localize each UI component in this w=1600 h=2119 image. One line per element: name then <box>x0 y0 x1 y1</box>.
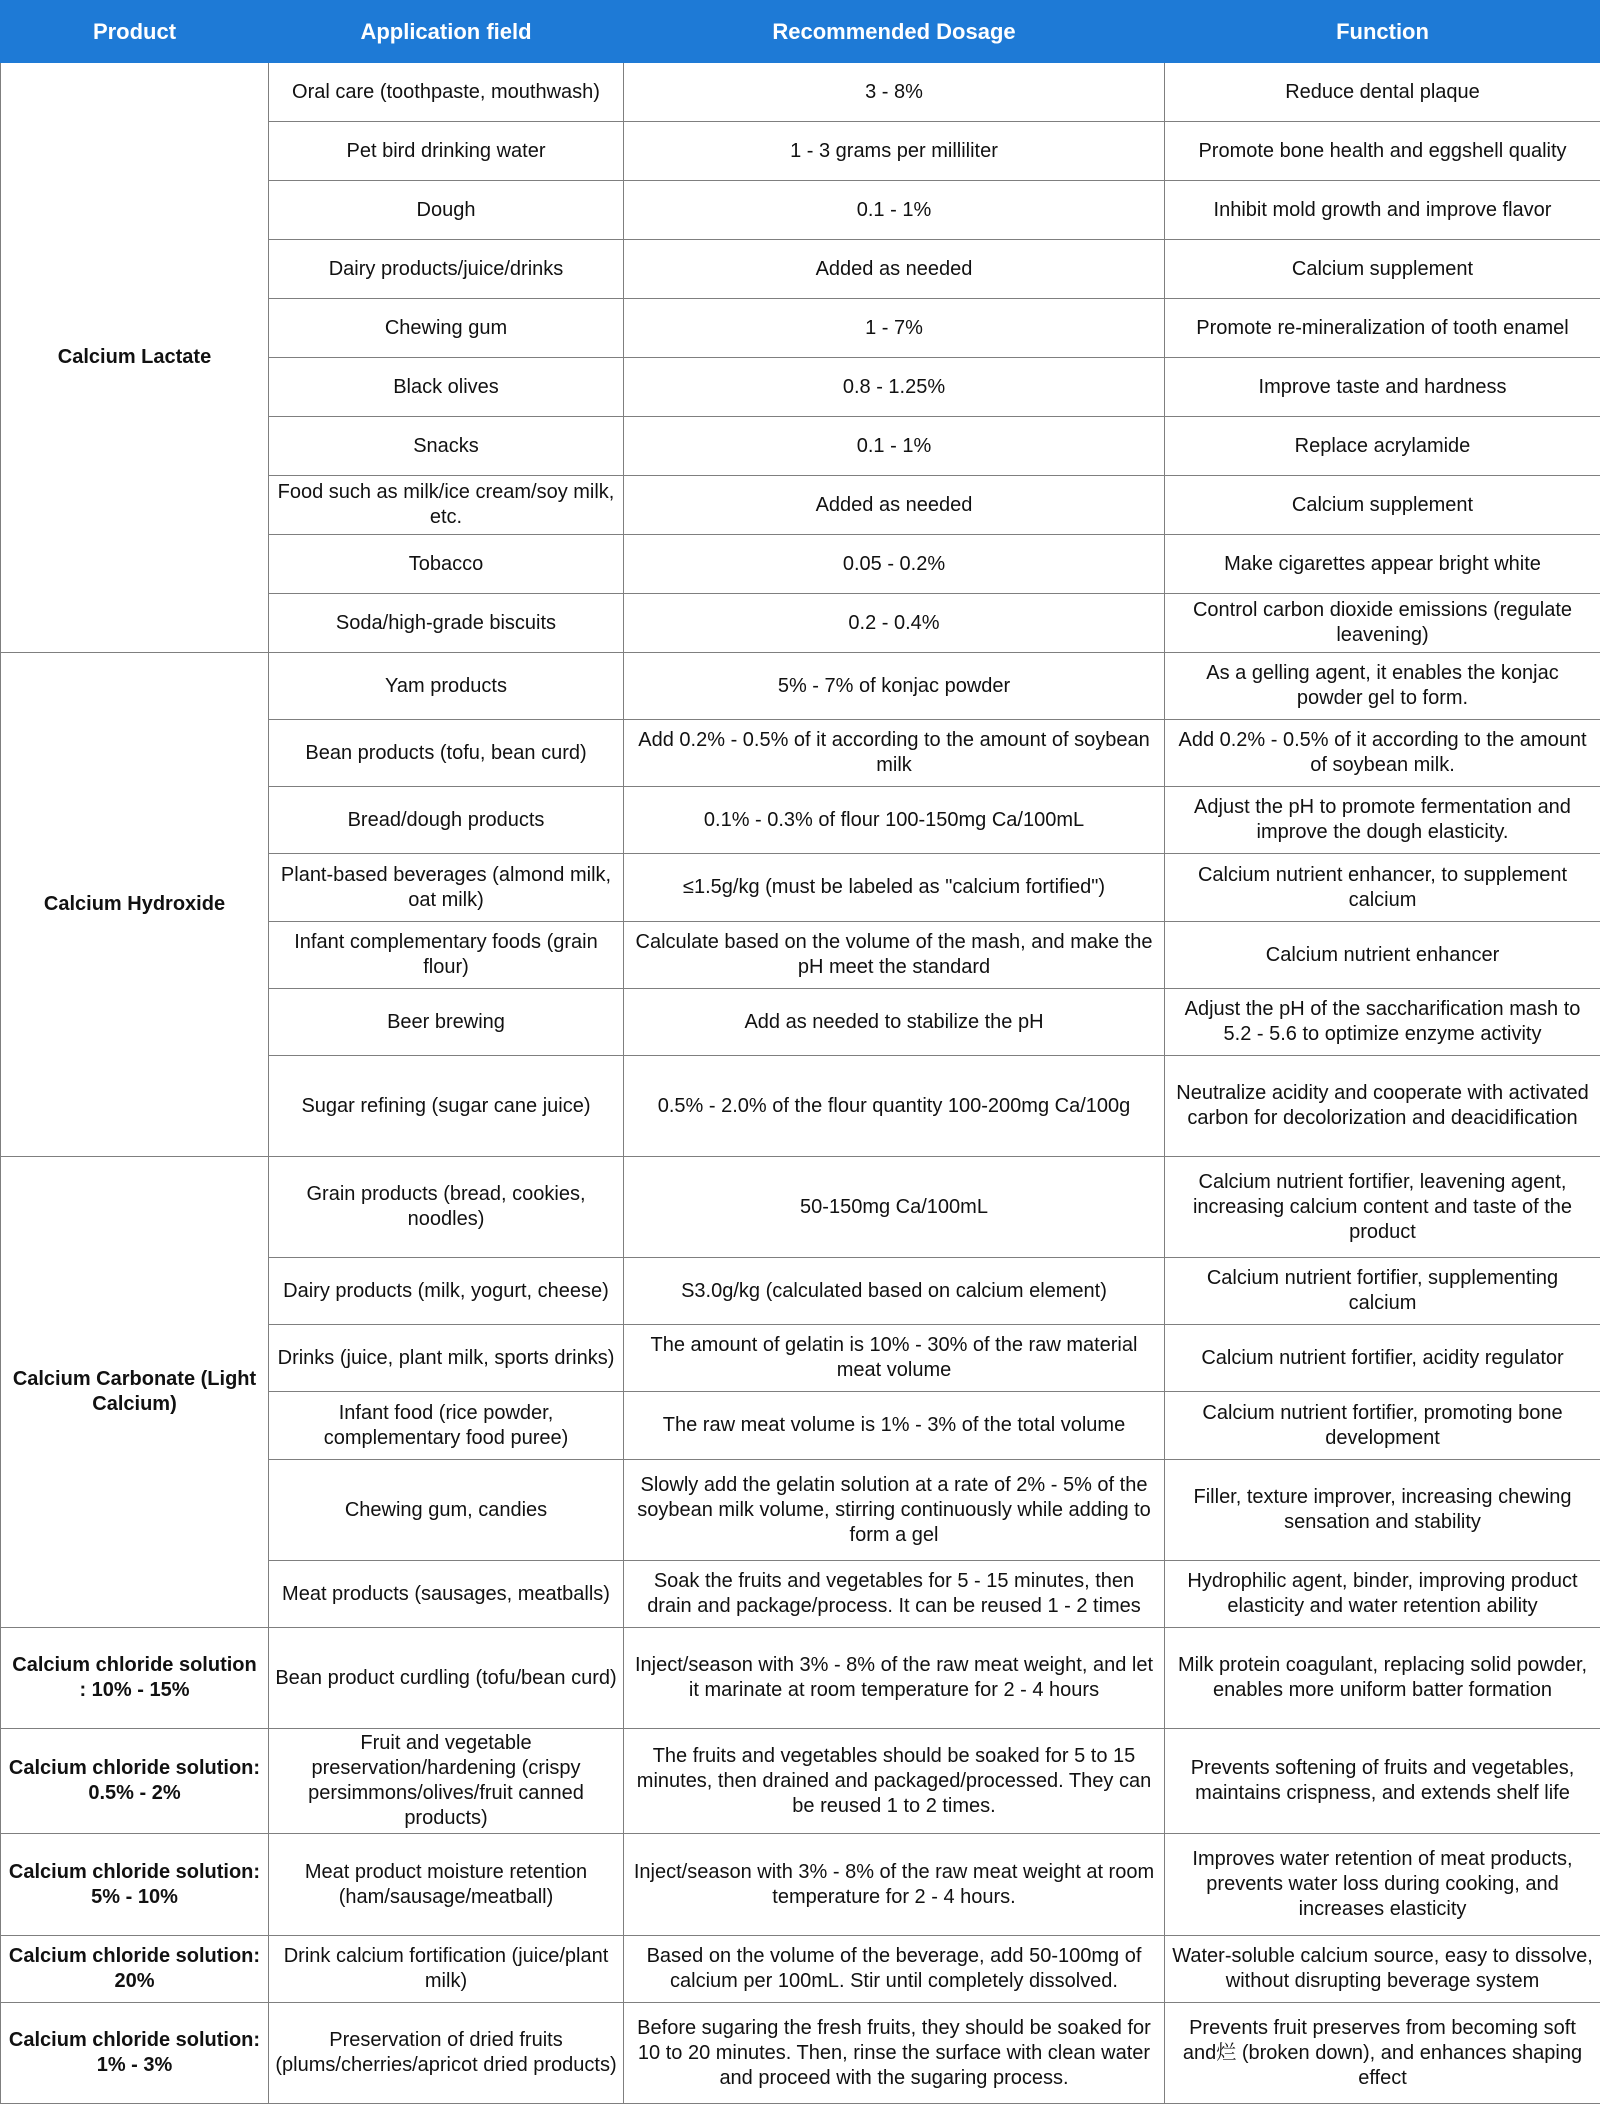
application-field-cell: Soda/high-grade biscuits <box>269 594 624 653</box>
application-field-cell: Chewing gum <box>269 299 624 358</box>
header-application-field: Application field <box>269 1 624 63</box>
function-cell: Milk protein coagulant, replacing solid powder, enables more uniform batter formation <box>1165 1628 1600 1729</box>
application-field-cell: Bean products (tofu, bean curd) <box>269 720 624 787</box>
application-field-cell: Dairy products/juice/drinks <box>269 240 624 299</box>
application-field-cell: Yam products <box>269 653 624 720</box>
application-field-cell: Food such as milk/ice cream/soy milk, etc. <box>269 476 624 535</box>
product-cell: Calcium Lactate <box>1 63 269 653</box>
application-field-cell: Snacks <box>269 417 624 476</box>
application-field-cell: Fruit and vegetable preservation/hardening (crispy persimmons/olives/fruit canned products) <box>269 1729 624 1834</box>
recommended-dosage-cell: The amount of gelatin is 10% - 30% of the raw material meat volume <box>624 1325 1165 1392</box>
header-recommended-dosage: Recommended Dosage <box>624 1 1165 63</box>
recommended-dosage-cell: 0.1 - 1% <box>624 417 1165 476</box>
function-cell: Prevents fruit preserves from becoming soft and烂 (broken down), and enhances shaping effect <box>1165 2003 1600 2104</box>
table-row <box>1 2003 1600 2104</box>
function-cell: Calcium nutrient enhancer, to supplement calcium <box>1165 854 1600 922</box>
function-cell: Filler, texture improver, increasing chewing sensation and stability <box>1165 1460 1600 1561</box>
header-function: Function <box>1165 1 1600 63</box>
recommended-dosage-cell: Inject/season with 3% - 8% of the raw meat weight at room temperature for 2 - 4 hours. <box>624 1834 1165 1936</box>
application-field-cell: Grain products (bread, cookies, noodles) <box>269 1157 624 1258</box>
recommended-dosage-cell: 0.2 - 0.4% <box>624 594 1165 653</box>
function-cell: Make cigarettes appear bright white <box>1165 535 1600 594</box>
application-field-cell: Infant food (rice powder, complementary food puree) <box>269 1392 624 1460</box>
table-header <box>1 1 1600 63</box>
function-cell: Calcium nutrient fortifier, supplementing calcium <box>1165 1258 1600 1325</box>
function-cell: Water-soluble calcium source, easy to dissolve, without disrupting beverage system <box>1165 1936 1600 2003</box>
product-cell: Calcium Carbonate (Light Calcium) <box>1 1157 269 1628</box>
application-field-cell: Drink calcium fortification (juice/plant milk) <box>269 1936 624 2003</box>
function-cell: Calcium nutrient fortifier, acidity regulator <box>1165 1325 1600 1392</box>
recommended-dosage-cell: Add 0.2% - 0.5% of it according to the amount of soybean milk <box>624 720 1165 787</box>
function-cell: Improve taste and hardness <box>1165 358 1600 417</box>
application-field-cell: Chewing gum, candies <box>269 1460 624 1561</box>
application-field-cell: Drinks (juice, plant milk, sports drinks) <box>269 1325 624 1392</box>
function-cell: Calcium supplement <box>1165 476 1600 535</box>
function-cell: Adjust the pH to promote fermentation and improve the dough elasticity. <box>1165 787 1600 854</box>
function-cell: Calcium nutrient fortifier, promoting bone development <box>1165 1392 1600 1460</box>
function-cell: Neutralize acidity and cooperate with activated carbon for decolorization and deacidification <box>1165 1056 1600 1157</box>
table-row <box>1 1628 1600 1729</box>
header-product: Product <box>1 1 269 63</box>
header-row <box>1 1 1600 63</box>
application-field-cell: Bean product curdling (tofu/bean curd) <box>269 1628 624 1729</box>
table-row <box>1 1834 1600 1936</box>
recommended-dosage-cell: 50-150mg Ca/100mL <box>624 1157 1165 1258</box>
function-cell: Calcium nutrient enhancer <box>1165 922 1600 989</box>
application-field-cell: Meat product moisture retention (ham/sausage/meatball) <box>269 1834 624 1936</box>
recommended-dosage-cell: Add as needed to stabilize the pH <box>624 989 1165 1056</box>
recommended-dosage-cell: 0.8 - 1.25% <box>624 358 1165 417</box>
application-field-cell: Tobacco <box>269 535 624 594</box>
recommended-dosage-cell: The raw meat volume is 1% - 3% of the total volume <box>624 1392 1165 1460</box>
function-cell: Control carbon dioxide emissions (regulate leavening) <box>1165 594 1600 653</box>
application-field-cell: Infant complementary foods (grain flour) <box>269 922 624 989</box>
application-field-cell: Beer brewing <box>269 989 624 1056</box>
function-cell: Replace acrylamide <box>1165 417 1600 476</box>
function-cell: Calcium supplement <box>1165 240 1600 299</box>
function-cell: Promote re-mineralization of tooth enamel <box>1165 299 1600 358</box>
recommended-dosage-cell: 0.1 - 1% <box>624 181 1165 240</box>
recommended-dosage-cell: 0.1% - 0.3% of flour 100-150mg Ca/100mL <box>624 787 1165 854</box>
recommended-dosage-cell: 5% - 7% of konjac powder <box>624 653 1165 720</box>
product-cell: Calcium chloride solution : 10% - 15% <box>1 1628 269 1729</box>
recommended-dosage-cell: Slowly add the gelatin solution at a rate of 2% - 5% of the soybean milk volume, stirring continuously while adding to form a gel <box>624 1460 1165 1561</box>
product-cell: Calcium Hydroxide <box>1 653 269 1157</box>
recommended-dosage-cell: 3 - 8% <box>624 63 1165 122</box>
recommended-dosage-cell: 0.05 - 0.2% <box>624 535 1165 594</box>
application-field-cell: Dairy products (milk, yogurt, cheese) <box>269 1258 624 1325</box>
recommended-dosage-cell: 1 - 3 grams per milliliter <box>624 122 1165 181</box>
recommended-dosage-cell: Based on the volume of the beverage, add 50-100mg of calcium per 100mL. Stir until completely dissolved. <box>624 1936 1165 2003</box>
application-field-cell: Meat products (sausages, meatballs) <box>269 1561 624 1628</box>
application-field-cell: Sugar refining (sugar cane juice) <box>269 1056 624 1157</box>
function-cell: Hydrophilic agent, binder, improving product elasticity and water retention ability <box>1165 1561 1600 1628</box>
recommended-dosage-cell: Before sugaring the fresh fruits, they should be soaked for 10 to 20 minutes. Then, rinse the surface with clean water and proceed with the sugaring process. <box>624 2003 1165 2104</box>
table-row <box>1 1729 1600 1834</box>
table-row <box>1 1936 1600 2003</box>
product-cell: Calcium chloride solution: 20% <box>1 1936 269 2003</box>
application-field-cell: Pet bird drinking water <box>269 122 624 181</box>
function-cell: Calcium nutrient fortifier, leavening agent, increasing calcium content and taste of the product <box>1165 1157 1600 1258</box>
recommended-dosage-cell: 0.5% - 2.0% of the flour quantity 100-200mg Ca/100g <box>624 1056 1165 1157</box>
function-cell: Prevents softening of fruits and vegetables, maintains crispness, and extends shelf life <box>1165 1729 1600 1834</box>
recommended-dosage-cell: S3.0g/kg (calculated based on calcium element) <box>624 1258 1165 1325</box>
table-row <box>1 653 1600 720</box>
table-body <box>1 63 1600 2104</box>
function-cell: Improves water retention of meat products, prevents water loss during cooking, and increases elasticity <box>1165 1834 1600 1936</box>
application-field-cell: Oral care (toothpaste, mouthwash) <box>269 63 624 122</box>
product-cell: Calcium chloride solution: 5% - 10% <box>1 1834 269 1936</box>
function-cell: Adjust the pH of the saccharification mash to 5.2 - 5.6 to optimize enzyme activity <box>1165 989 1600 1056</box>
function-cell: Inhibit mold growth and improve flavor <box>1165 181 1600 240</box>
function-cell: Promote bone health and eggshell quality <box>1165 122 1600 181</box>
application-field-cell: Plant-based beverages (almond milk, oat milk) <box>269 854 624 922</box>
recommended-dosage-cell: The fruits and vegetables should be soaked for 5 to 15 minutes, then drained and packaged/processed. They can be reused 1 to 2 times. <box>624 1729 1165 1834</box>
table-row <box>1 1157 1600 1258</box>
function-cell: Add 0.2% - 0.5% of it according to the amount of soybean milk. <box>1165 720 1600 787</box>
recommended-dosage-cell: Calculate based on the volume of the mash, and make the pH meet the standard <box>624 922 1165 989</box>
recommended-dosage-cell: ≤1.5g/kg (must be labeled as "calcium fortified") <box>624 854 1165 922</box>
recommended-dosage-cell: 1 - 7% <box>624 299 1165 358</box>
function-cell: As a gelling agent, it enables the konjac powder gel to form. <box>1165 653 1600 720</box>
recommended-dosage-cell: Inject/season with 3% - 8% of the raw meat weight, and let it marinate at room temperature for 2 - 4 hours <box>624 1628 1165 1729</box>
recommended-dosage-cell: Added as needed <box>624 240 1165 299</box>
table-row <box>1 63 1600 122</box>
application-field-cell: Bread/dough products <box>269 787 624 854</box>
product-cell: Calcium chloride solution: 0.5% - 2% <box>1 1729 269 1834</box>
recommended-dosage-cell: Added as needed <box>624 476 1165 535</box>
application-field-cell: Black olives <box>269 358 624 417</box>
product-cell: Calcium chloride solution: 1% - 3% <box>1 2003 269 2104</box>
application-field-cell: Preservation of dried fruits (plums/cherries/apricot dried products) <box>269 2003 624 2104</box>
function-cell: Reduce dental plaque <box>1165 63 1600 122</box>
recommended-dosage-cell: Soak the fruits and vegetables for 5 - 15 minutes, then drain and package/process. It can be reused 1 - 2 times <box>624 1561 1165 1628</box>
application-field-cell: Dough <box>269 181 624 240</box>
